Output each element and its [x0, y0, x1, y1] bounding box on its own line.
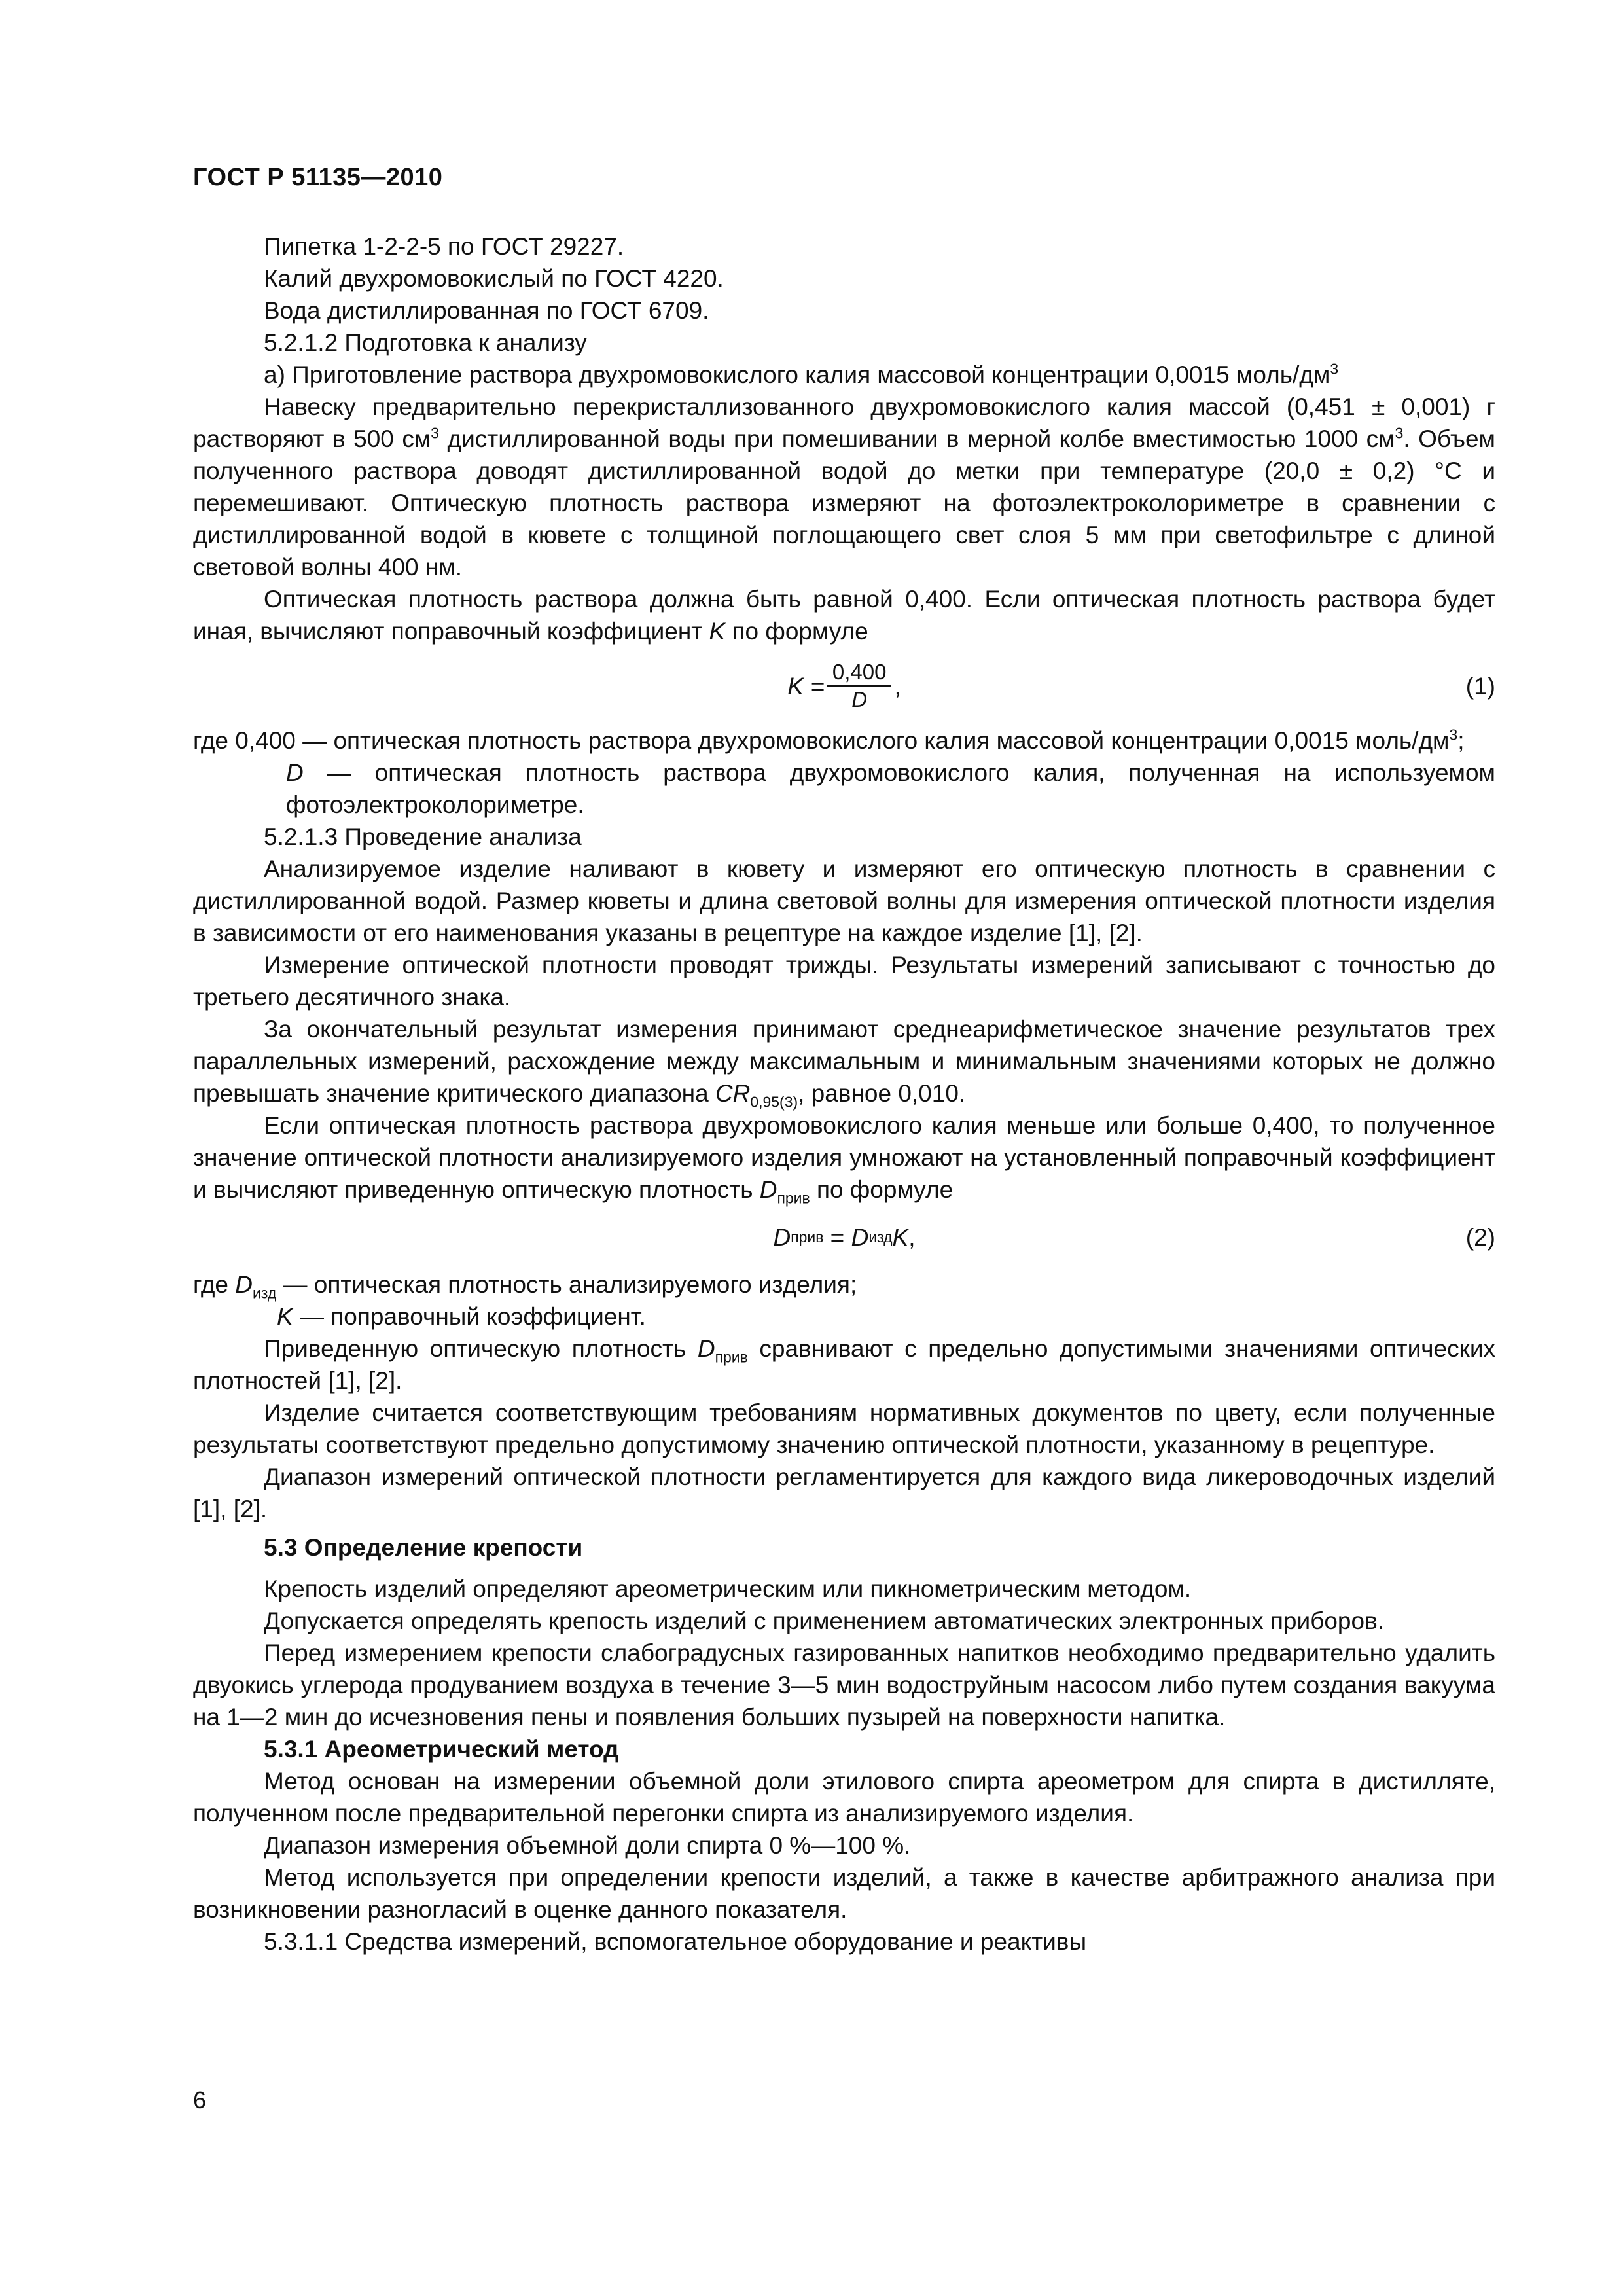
fraction-numerator: 0,400 — [827, 659, 892, 687]
subscript: изд — [253, 1284, 277, 1302]
paragraph-text: сравнивают с предельно допустимыми значениями оптических плотностей [1], [2]. — [193, 1335, 1495, 1394]
paragraph: Крепость изделий определяют ареометрическим или пикнометрическим методом. — [264, 1575, 1192, 1602]
variable-d: D — [759, 1176, 777, 1203]
paragraph: Измерение оптической плотности проводят трижды. Результаты измерений записывают с точностью до третьего десятичного знака. — [193, 952, 1495, 1011]
variable-d: D — [697, 1335, 715, 1362]
formula-eq: = — [823, 1223, 851, 1251]
formula-body: D прив = D изд K , — [193, 1221, 1495, 1253]
where-definition: — поправочный коэффициент. — [293, 1303, 646, 1330]
where-definition: оптическая плотность раствора двухромовокислого калия массовой концентрации 0,0015 моль/дм — [333, 727, 1450, 754]
paragraph: Метод основан на измерении объемной доли этилового спирта ареометром для спирта в дистилляте, полученном после предварительной перегонки спирта из анализируемого изделия. — [193, 1768, 1495, 1827]
paragraph-text: Навеску предварительно перекристаллизованного двухромовокислого калия массой (0,451 ± 0,001) г растворяют в 500 см — [193, 393, 1495, 452]
where-definition: — оптическая плотность анализируемого изделия; — [276, 1271, 857, 1298]
subsection-heading: 5.3.1.1 Средства измерений, вспомогательное оборудование и реактивы — [264, 1928, 1087, 1955]
formula-1 — [193, 647, 1495, 725]
paragraph-text: по формуле — [725, 618, 868, 645]
subsection-heading: 5.3.1 Ареометрический метод — [264, 1736, 619, 1763]
where-prefix: где — [193, 1271, 236, 1298]
formula-tail: , — [908, 1223, 916, 1251]
formula-2 — [193, 1206, 1495, 1268]
superscript: 3 — [431, 424, 440, 442]
variable-k: K — [892, 1223, 909, 1251]
variable-d: D — [286, 759, 304, 786]
where-item — [193, 1268, 1495, 1300]
subscript: прив — [777, 1189, 810, 1207]
formula-tail: , — [894, 672, 901, 700]
where-item — [193, 1300, 1495, 1333]
paragraph — [193, 391, 1495, 583]
subsection-heading: 5.2.1.3 Проведение анализа — [264, 823, 582, 850]
where-text — [333, 725, 1495, 757]
paragraph: Диапазон измерений оптической плотности регламентируется для каждого вида ликероводочных изделий [1], [2]. — [193, 1463, 1495, 1522]
variable-d: D — [773, 1223, 791, 1251]
variable-d: D — [235, 1271, 253, 1298]
text-line: Вода дистиллированная по ГОСТ 6709. — [264, 297, 709, 324]
where-item — [193, 757, 1495, 821]
subscript: 0,95(3) — [750, 1093, 798, 1111]
paragraph: Допускается определять крепость изделий с применением автоматических электронных приборов. — [264, 1607, 1385, 1634]
where-label: где 0,400 — — [193, 727, 334, 754]
section-heading: 5.3 Определение крепости — [264, 1534, 583, 1561]
prep-heading-text: а) Приготовление раствора двухромовокислого калия массовой концентрации 0,0015 моль/дм — [264, 361, 1330, 388]
paragraph — [193, 1013, 1495, 1109]
paragraph — [193, 1109, 1495, 1206]
superscript: 3 — [1330, 360, 1339, 378]
superscript: 3 — [1449, 726, 1458, 744]
where-text — [286, 757, 1495, 821]
paragraph-text: по формуле — [810, 1176, 954, 1203]
text-line: Калий двухромовокислый по ГОСТ 4220. — [264, 265, 724, 292]
paragraph: Метод используется при определении крепости изделий, а также в качестве арбитражного анализа при возникновении разногласий в оценке данного показателя. — [193, 1864, 1495, 1923]
variable-d: D — [851, 1223, 869, 1251]
formula-number: (2) — [1465, 1223, 1495, 1251]
subscript: прив — [715, 1348, 748, 1366]
formula-lhs: K = — [787, 672, 825, 700]
where-definition: — оптическая плотность раствора двухромовокислого калия, полученная на используемом фотоэлектроколориметре. — [286, 759, 1495, 818]
subsection-heading: 5.2.1.2 Подготовка к анализу — [264, 329, 587, 356]
where-item — [193, 725, 1495, 757]
paragraph-text: , равное 0,010. — [798, 1080, 966, 1107]
variable-k: K — [709, 618, 726, 645]
paragraph-text: Оптическая плотность раствора должна быть равной 0,400. Если оптическая плотность раствора будет иная, вычисляют поправочный коэффициент — [193, 586, 1495, 645]
variable-k: K — [277, 1303, 293, 1330]
text-line: Пипетка 1-2-2-5 по ГОСТ 29227. — [264, 233, 624, 260]
prep-heading — [193, 359, 1495, 391]
where-end: ; — [1457, 727, 1465, 754]
page-content — [193, 230, 1495, 1958]
document-header: ГОСТ Р 51135—2010 — [193, 164, 443, 191]
paragraph: Диапазон измерения объемной доли спирта 0 %—100 %. — [264, 1832, 911, 1859]
formula-body — [193, 659, 1495, 713]
fraction-denominator: D — [851, 687, 868, 711]
paragraph-text: За окончательный результат измерения принимают среднеарифметическое значение результатов трех параллельных измерений, расхождение между максимальным и минимальным значениями которых не должно превышать значение критического диапазона — [193, 1016, 1495, 1107]
superscript: 3 — [1395, 424, 1404, 442]
formula-number: (1) — [1465, 672, 1495, 700]
paragraph: Анализируемое изделие наливают в кювету и измеряют его оптическую плотность в сравнении с дистиллированной водой. Размер кюветы и длина световой волны для измерения оптической плотности изделия в зависимости от его наименования указаны в рецептуре на каждое изделие [1], [2]. — [193, 855, 1495, 946]
paragraph-text: дистиллированной воды при помешивании в мерной колбе вместимостью 1000 см — [439, 425, 1395, 452]
page-number: 6 — [193, 2087, 207, 2113]
paragraph-text: Приведенную оптическую плотность — [264, 1335, 698, 1362]
paragraph — [193, 583, 1495, 647]
paragraph: Перед измерением крепости слабоградусных газированных напитков необходимо предварительно удалить двуокись углерода продуванием воздуха в течение 3—5 мин водоструйным насосом либо путем создания вакуума на 1—2 мин до исчезновения пены и появления больших пузырей на поверхности напитка. — [193, 1640, 1495, 1731]
variable-cr: CR — [715, 1080, 751, 1107]
fraction — [827, 659, 892, 713]
paragraph-text: . Объем полученного раствора доводят дистиллированной водой до метки при температуре (20,0 ± 0,2) °С и перемешивают. Оптическую плотность раствора измеряют на фотоэлектроколориметре в сравнении с дистиллированной водой в кювете с толщиной поглощающего свет слоя 5 мм при светофильтре с длиной световой волны 400 нм. — [193, 425, 1495, 581]
paragraph: Изделие считается соответствующим требованиям нормативных документов по цвету, если полученные результаты соответствуют предельно допустимому значению оптической плотности, указанному в рецептуре. — [193, 1399, 1495, 1458]
paragraph — [193, 1333, 1495, 1397]
paragraph-text: Если оптическая плотность раствора двухромовокислого калия меньше или больше 0,400, то полученное значение оптической плотности анализируемого изделия умножают на установленный поправочный коэффициент и вычисляют приведенную оптическую плотность — [193, 1112, 1495, 1203]
